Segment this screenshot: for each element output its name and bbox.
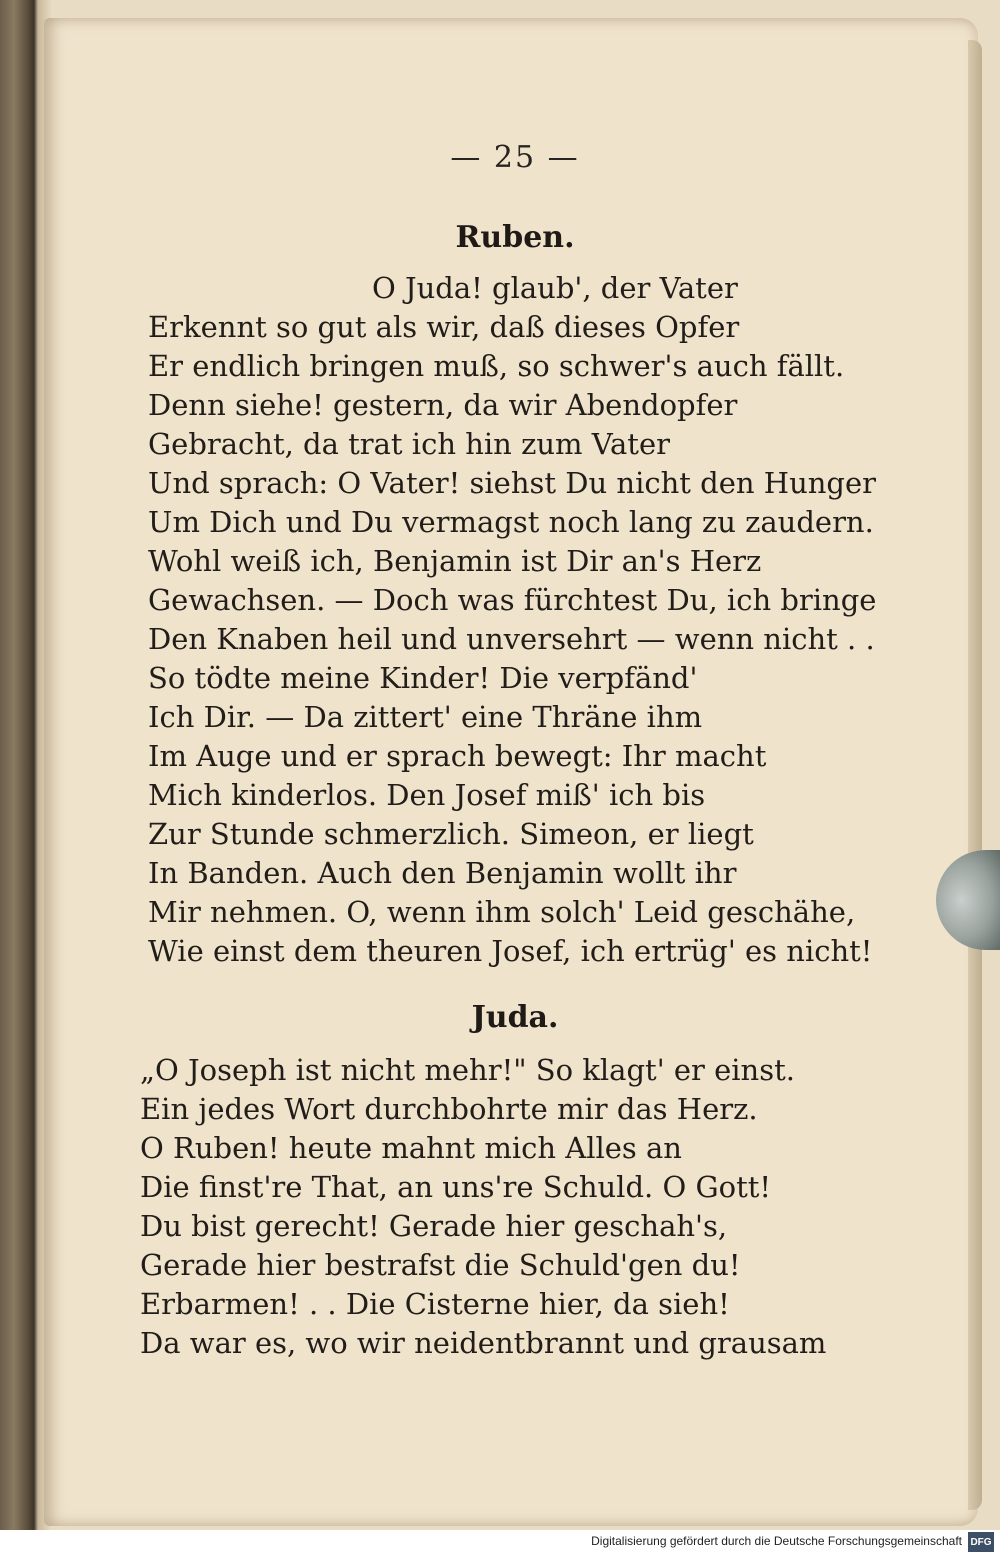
dfg-logo: DFG [968, 1532, 994, 1552]
verse-line: In Banden. Auch den Benjamin wollt ihr [148, 856, 737, 890]
verse-line: O Juda! glaub', der Vater [372, 271, 738, 305]
verse-line: Da war es, wo wir neidentbrannt und grausam [140, 1326, 827, 1360]
verse-line: „O Joseph ist nicht mehr!" So klagt' er einst. [140, 1053, 795, 1087]
verse-line: Ein jedes Wort durchbohrte mir das Herz. [140, 1092, 758, 1126]
verse-line: Gewachsen. — Doch was fürchtest Du, ich bringe [148, 583, 877, 617]
speaker-heading-ruben: Ruben. [455, 220, 575, 255]
verse-line: Zur Stunde schmerzlich. Simeon, er liegt [148, 817, 754, 851]
verse-line: Um Dich und Du vermagst noch lang zu zaudern. [148, 505, 874, 539]
verse-line: Gebracht, da trat ich hin zum Vater [148, 427, 670, 461]
verse-line: Gerade hier bestrafst die Schuld'gen du! [140, 1248, 741, 1282]
verse-line: So tödte meine Kinder! Die verpfänd' [148, 661, 698, 695]
verse-line: Er endlich bringen muß, so schwer's auch fällt. [148, 349, 845, 383]
verse-line: Wie einst dem theuren Josef, ich ertrüg' es nicht! [148, 934, 873, 968]
verse-line: Und sprach: O Vater! siehst Du nicht den Hunger [148, 466, 877, 500]
footer-bar [0, 1530, 1000, 1555]
footer-credit: Digitalisierung gefördert durch die Deutsche Forschungsgemeinschaft [591, 1534, 962, 1548]
verse-line: Wohl weiß ich, Benjamin ist Dir an's Herz [148, 544, 762, 578]
verse-line: Ich Dir. — Da zittert' eine Thräne ihm [148, 700, 703, 734]
verse-line: O Ruben! heute mahnt mich Alles an [140, 1131, 682, 1165]
verse-line: Erbarmen! . . Die Cisterne hier, da sieh! [140, 1287, 730, 1321]
verse-line: Die finst're That, an uns're Schuld. O Gott! [140, 1170, 772, 1204]
verse-line: Erkennt so gut als wir, daß dieses Opfer [148, 310, 740, 344]
speaker-heading-juda: Juda. [471, 1000, 559, 1035]
verse-line: Im Auge und er sprach bewegt: Ihr macht [148, 739, 767, 773]
verse-line: Den Knaben heil und unversehrt — wenn nicht . . [148, 622, 875, 656]
page-edge [968, 40, 982, 1510]
page-number: — 25 — [450, 140, 580, 175]
verse-line: Mir nehmen. O, wenn ihm solch' Leid geschähe, [148, 895, 856, 929]
verse-line: Denn siehe! gestern, da wir Abendopfer [148, 388, 738, 422]
verse-line: Mich kinderlos. Den Josef miß' ich bis [148, 778, 706, 812]
verse-line: Du bist gerecht! Gerade hier geschah's, [140, 1209, 728, 1243]
